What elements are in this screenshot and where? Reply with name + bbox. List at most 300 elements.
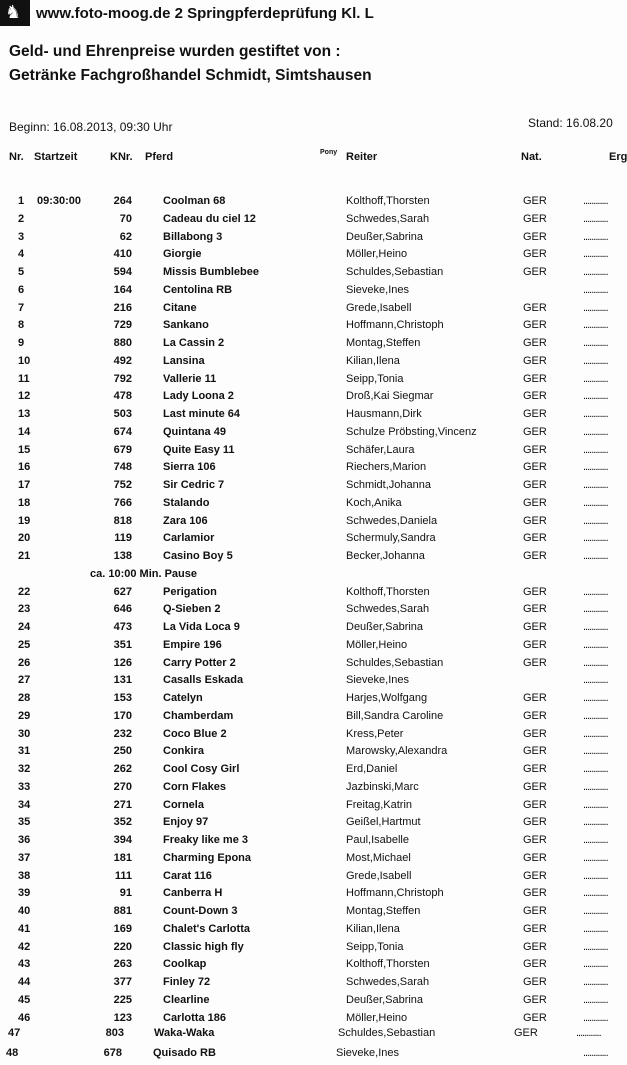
cell-result: ............ — [583, 283, 608, 296]
cell-nr: 23 — [18, 603, 31, 616]
cell-knr: 473 — [113, 621, 132, 633]
cell-nr: 3 — [18, 230, 25, 243]
stand-date: Stand: 16.08.20 — [528, 116, 613, 130]
cell-nr: 18 — [18, 496, 31, 509]
cell-horse: Coolkap — [163, 958, 207, 971]
cell-nat: GER — [523, 834, 547, 846]
cell-rider: Seipp,Tonia — [346, 372, 404, 385]
cell-nat: GER — [523, 1011, 547, 1024]
cell-nat: GER — [523, 780, 547, 793]
cell-knr: 729 — [113, 319, 132, 332]
cell-result: ............ — [583, 354, 608, 367]
cell-nat: GER — [523, 195, 547, 207]
cell-nr: 43 — [18, 958, 31, 971]
cell-rider: Jazbinski,Marc — [346, 780, 419, 793]
cell-result: ............ — [583, 390, 608, 403]
cell-knr: 270 — [113, 780, 132, 793]
table-row — [0, 248, 627, 266]
cell-knr: 123 — [113, 1011, 132, 1024]
cell-nr: 6 — [18, 283, 25, 296]
cell-nr: 34 — [18, 798, 31, 811]
cell-rider: Deußer,Sabrina — [346, 621, 424, 633]
cell-result: ............ — [583, 248, 608, 261]
cell-nr: 47 — [8, 1027, 21, 1039]
cell-knr: 766 — [113, 496, 132, 509]
cell-horse: Sierra 106 — [163, 461, 216, 474]
cell-nat: GER — [523, 354, 547, 367]
cell-result: ............ — [583, 869, 608, 882]
cell-horse: Quite Easy 11 — [163, 443, 235, 456]
cell-nr: 14 — [18, 425, 31, 438]
cell-horse: Lady Loona 2 — [163, 390, 234, 403]
table-row — [0, 923, 627, 941]
table-row — [0, 213, 627, 231]
col-header-nr: Nr. — [9, 151, 24, 163]
table-row — [0, 941, 627, 959]
col-header-pony: Pony — [320, 149, 338, 156]
cell-result: ............ — [576, 1027, 601, 1039]
table-row — [0, 976, 627, 994]
cell-nat: GER — [523, 390, 547, 403]
cell-nr: 19 — [18, 514, 31, 527]
table-row — [0, 231, 627, 249]
cell-knr: 91 — [119, 887, 132, 900]
cell-nr: 20 — [18, 532, 31, 545]
cell-nr: 42 — [18, 940, 31, 953]
cell-horse: Catelyn — [163, 692, 203, 704]
cell-nat: GER — [523, 745, 547, 758]
cell-knr: 138 — [113, 550, 132, 562]
cell-result: ............ — [583, 337, 608, 349]
cell-horse: Classic high fly — [163, 940, 244, 953]
cell-knr: 250 — [113, 745, 132, 758]
cell-knr: 62 — [119, 230, 132, 243]
cell-nat: GER — [523, 443, 547, 456]
cell-nr: 48 — [6, 1047, 19, 1059]
cell-horse: Sir Cedric 7 — [163, 479, 225, 491]
cell-horse: Chamberdam — [163, 709, 234, 722]
cell-rider: Schmidt,Johanna — [346, 479, 431, 491]
cell-nat: GER — [523, 656, 547, 669]
cell-nr: 12 — [18, 390, 31, 403]
cell-rider: Kress,Peter — [346, 727, 404, 740]
cell-nat: GER — [523, 798, 547, 811]
cell-knr: 818 — [113, 514, 132, 527]
cell-rider: Kilian,Ilena — [346, 354, 400, 367]
cell-horse: Quintana 49 — [163, 425, 226, 438]
cell-rider: Möller,Heino — [346, 638, 408, 651]
cell-rider: Freitag,Katrin — [346, 798, 413, 811]
cell-result: ............ — [583, 780, 608, 793]
cell-result: ............ — [583, 905, 608, 917]
cell-result: ............ — [583, 763, 608, 775]
cell-knr: 394 — [113, 834, 132, 846]
table-row — [0, 1047, 627, 1065]
cell-knr: 169 — [113, 922, 132, 935]
cell-rider: Montag,Steffen — [346, 905, 421, 917]
cell-horse: Cool Cosy Girl — [163, 763, 240, 775]
col-header-rider: Reiter — [346, 151, 378, 163]
col-header-horse: Pferd — [145, 151, 174, 163]
table-row — [0, 745, 627, 763]
cell-result: ............ — [583, 798, 608, 811]
cell-nr: 5 — [18, 266, 25, 278]
table-row — [0, 639, 627, 657]
cell-knr: 594 — [113, 266, 132, 278]
cell-knr: 678 — [103, 1047, 122, 1059]
cell-nat: GER — [523, 887, 547, 900]
cell-rider: Grede,Isabell — [346, 301, 412, 314]
cell-rider: Koch,Anika — [346, 496, 402, 509]
cell-nat: GER — [523, 851, 547, 864]
cell-result: ............ — [583, 195, 608, 207]
cell-horse: Carat 116 — [163, 869, 212, 882]
cell-rider: Kolthoff,Thorsten — [346, 958, 430, 971]
table-row — [0, 337, 627, 355]
cell-result: ............ — [583, 372, 608, 385]
cell-knr: 216 — [113, 301, 132, 314]
cell-nat: GER — [523, 638, 547, 651]
cell-result: ............ — [583, 621, 608, 633]
cell-rider: Schwedes,Daniela — [346, 514, 438, 527]
cell-knr: 70 — [119, 212, 132, 225]
cell-rider: Schuldes,Sebastian — [346, 656, 444, 669]
cell-horse: La Cassin 2 — [163, 337, 225, 349]
cell-knr: 220 — [113, 940, 132, 953]
cell-result: ............ — [583, 958, 608, 971]
cell-horse: Enjoy 97 — [163, 816, 209, 829]
cell-nat: GER — [523, 550, 547, 562]
table-row — [0, 195, 627, 213]
cell-nr: 40 — [18, 905, 31, 917]
cell-rider: Kolthoff,Thorsten — [346, 195, 430, 207]
cell-nat: GER — [523, 248, 547, 261]
cell-horse: Lansina — [163, 354, 205, 367]
cell-knr: 170 — [113, 709, 132, 722]
cell-nat: GER — [523, 958, 547, 971]
cell-horse: Centolina RB — [163, 283, 233, 296]
begin-time: Beginn: 16.08.2013, 09:30 Uhr — [9, 120, 173, 134]
cell-horse: Last minute 64 — [163, 408, 241, 420]
table-row — [0, 816, 627, 834]
cell-rider: Harjes,Wolfgang — [346, 692, 428, 704]
table-row — [0, 532, 627, 550]
cell-result: ............ — [583, 585, 608, 598]
cell-horse: Clearline — [163, 993, 210, 1006]
col-header-time: Startzeit — [34, 151, 78, 163]
cell-knr: 164 — [113, 283, 132, 296]
table-row — [0, 674, 627, 692]
cell-result: ............ — [583, 496, 608, 509]
cell-nr: 13 — [18, 408, 31, 420]
cell-knr: 271 — [113, 798, 132, 811]
cell-nr: 37 — [18, 851, 31, 864]
col-header-result: Erg — [609, 151, 627, 163]
cell-knr: 880 — [113, 337, 132, 349]
cell-nr: 31 — [18, 745, 31, 758]
cell-knr: 492 — [113, 354, 132, 367]
cell-knr: 225 — [113, 993, 132, 1006]
cell-rider: Deußer,Sabrina — [346, 993, 424, 1006]
cell-horse: Waka-Waka — [154, 1027, 215, 1039]
cell-nr: 44 — [18, 976, 31, 988]
table-row — [0, 905, 627, 923]
cell-knr: 881 — [113, 905, 132, 917]
table-row — [0, 763, 627, 781]
horse-logo-icon: ♞ — [5, 2, 22, 23]
cell-result: ............ — [583, 940, 608, 953]
sponsor-line-2: Getränke Fachgroßhandel Schmidt, Simtshausen — [9, 67, 372, 84]
cell-nat: GER — [523, 585, 547, 598]
cell-knr: 111 — [114, 869, 132, 882]
table-row — [0, 870, 627, 888]
cell-rider: Hausmann,Dirk — [346, 408, 422, 420]
cell-nr: 32 — [18, 763, 31, 775]
cell-nr: 8 — [18, 319, 25, 332]
table-row — [0, 497, 627, 515]
cell-nr: 33 — [18, 780, 31, 793]
cell-horse: Missis Bumblebee — [163, 266, 259, 278]
cell-rider: Montag,Steffen — [346, 337, 421, 349]
table-row — [0, 728, 627, 746]
cell-result: ............ — [583, 212, 608, 225]
col-header-knr: KNr. — [110, 151, 133, 163]
cell-nat: GER — [523, 496, 547, 509]
table-row — [0, 426, 627, 444]
cell-rider: Geißel,Hartmut — [346, 816, 421, 829]
cell-rider: Möller,Heino — [346, 1011, 408, 1024]
table-row — [0, 355, 627, 373]
table-row — [0, 657, 627, 675]
cell-horse: Coolman 68 — [163, 195, 226, 207]
cell-horse: Chalet's Carlotta — [163, 922, 250, 935]
cell-nat: GER — [523, 372, 547, 385]
cell-nat: GER — [523, 816, 547, 829]
cell-horse: Zara 106 — [163, 514, 208, 527]
cell-knr: 748 — [113, 461, 132, 474]
cell-nr: 10 — [18, 354, 31, 367]
table-row — [0, 994, 627, 1012]
cell-nat: GER — [523, 621, 547, 633]
cell-horse: Carlotta 186 — [163, 1011, 226, 1024]
cell-rider: Deußer,Sabrina — [346, 230, 424, 243]
cell-rider: Sieveke,Ines — [346, 283, 409, 296]
cell-nr: 9 — [18, 337, 25, 349]
cell-horse: Vallerie 11 — [163, 372, 217, 385]
table-row — [0, 550, 627, 568]
cell-rider: Schuldes,Sebastian — [346, 266, 444, 278]
cell-result: ............ — [583, 532, 608, 545]
cell-result: ............ — [583, 603, 608, 616]
cell-nat: GER — [523, 319, 547, 332]
cell-knr: 377 — [113, 976, 132, 988]
cell-nat: GER — [523, 514, 547, 527]
cell-knr: 264 — [113, 195, 132, 207]
cell-result: ............ — [583, 443, 608, 456]
cell-nat: GER — [523, 940, 547, 953]
cell-nat: GER — [523, 905, 547, 917]
cell-rider: Becker,Johanna — [346, 550, 425, 562]
cell-rider: Schwedes,Sarah — [346, 212, 430, 225]
cell-horse: Citane — [163, 301, 197, 314]
cell-result: ............ — [583, 993, 608, 1006]
cell-nat: GER — [523, 408, 547, 420]
table-row — [0, 852, 627, 870]
table-row — [0, 1027, 627, 1045]
cell-result: ............ — [583, 301, 608, 314]
cell-nat: GER — [523, 763, 547, 775]
cell-result: ............ — [583, 514, 608, 527]
horse-logo — [0, 0, 30, 26]
cell-nat: GER — [523, 479, 547, 491]
cell-result: ............ — [583, 550, 608, 562]
cell-horse: Q-Sieben 2 — [163, 603, 221, 616]
cell-result: ............ — [583, 266, 608, 278]
cell-horse: La Vida Loca 9 — [163, 621, 240, 633]
cell-nr: 38 — [18, 869, 31, 882]
cell-rider: Seipp,Tonia — [346, 940, 404, 953]
cell-nr: 27 — [18, 674, 31, 687]
cell-horse: Freaky like me 3 — [163, 834, 249, 846]
cell-nat: GER — [523, 337, 547, 349]
cell-knr: 627 — [113, 585, 132, 598]
cell-rider: Riechers,Marion — [346, 461, 427, 474]
cell-result: ............ — [583, 834, 608, 846]
cell-nr: 1 — [18, 195, 25, 207]
cell-nr: 45 — [18, 993, 31, 1006]
table-row — [0, 408, 627, 426]
col-header-nat: Nat. — [521, 151, 542, 163]
cell-rider: Schuldes,Sebastian — [338, 1027, 436, 1039]
cell-result: ............ — [583, 709, 608, 722]
cell-result: ............ — [583, 656, 608, 669]
cell-knr: 131 — [113, 674, 132, 687]
cell-rider: Marowsky,Alexandra — [346, 745, 448, 758]
cell-rider: Möller,Heino — [346, 248, 408, 261]
cell-knr: 119 — [114, 532, 132, 545]
cell-nr: 24 — [18, 621, 31, 633]
table-row — [0, 461, 627, 479]
cell-nr: 4 — [18, 248, 25, 261]
cell-result: ............ — [583, 745, 608, 758]
cell-knr: 181 — [113, 851, 132, 864]
table-row — [0, 302, 627, 320]
table-row — [0, 373, 627, 391]
cell-rider: Hoffmann,Christoph — [346, 887, 444, 900]
cell-nat: GER — [523, 230, 547, 243]
cell-result: ............ — [583, 319, 608, 332]
cell-nr: 15 — [18, 443, 31, 456]
cell-horse: Casino Boy 5 — [163, 550, 233, 562]
cell-nr: 11 — [18, 372, 30, 385]
cell-nat: GER — [523, 922, 547, 935]
cell-horse: Finley 72 — [163, 976, 211, 988]
cell-horse: Charming Epona — [163, 851, 252, 864]
cell-nr: 41 — [18, 922, 31, 935]
cell-nr: 2 — [18, 212, 25, 225]
cell-result: ............ — [583, 1011, 608, 1024]
cell-knr: 646 — [113, 603, 132, 616]
cell-horse: Stalando — [163, 496, 210, 509]
table-row — [0, 284, 627, 302]
cell-nr: 25 — [18, 638, 31, 651]
cell-rider: Droß,Kai Siegmar — [346, 390, 434, 403]
cell-nr: 16 — [18, 461, 31, 474]
table-row — [0, 834, 627, 852]
cell-result: ............ — [583, 816, 608, 829]
pause-note: ca. 10:00 Min. Pause — [90, 567, 197, 580]
cell-knr: 351 — [113, 638, 132, 651]
cell-horse: Canberra H — [163, 887, 223, 900]
cell-rider: Kolthoff,Thorsten — [346, 585, 430, 598]
cell-result: ............ — [583, 674, 608, 687]
cell-knr: 126 — [113, 656, 132, 669]
cell-horse: Conkira — [163, 745, 204, 758]
table-row — [0, 799, 627, 817]
table-row — [0, 586, 627, 604]
table-row — [0, 319, 627, 337]
cell-result: ............ — [583, 727, 608, 740]
cell-knr: 503 — [113, 408, 132, 420]
cell-nr: 17 — [18, 479, 31, 491]
cell-nr: 7 — [18, 301, 25, 314]
cell-knr: 232 — [113, 727, 132, 740]
table-row — [0, 710, 627, 728]
table-row — [0, 515, 627, 533]
cell-rider: Schulze Pröbsting,Vincenz — [346, 425, 477, 438]
cell-result: ............ — [583, 230, 608, 243]
cell-horse: Coco Blue 2 — [163, 727, 227, 740]
cell-nat: GER — [514, 1027, 538, 1039]
cell-nat: GER — [523, 266, 547, 278]
cell-nr: 36 — [18, 834, 31, 846]
cell-rider: Grede,Isabell — [346, 869, 412, 882]
cell-horse: Corn Flakes — [163, 780, 226, 793]
cell-nr: 26 — [18, 656, 31, 669]
cell-result: ............ — [583, 461, 608, 474]
table-row — [0, 692, 627, 710]
cell-rider: Schermuly,Sandra — [346, 532, 436, 545]
table-row — [0, 621, 627, 639]
cell-result: ............ — [583, 692, 608, 704]
cell-nat: GER — [523, 727, 547, 740]
cell-rider: Erd,Daniel — [346, 763, 398, 775]
cell-horse: Quisado RB — [153, 1047, 216, 1059]
cell-rider: Sieveke,Ines — [346, 674, 409, 687]
cell-result: ............ — [583, 922, 608, 935]
cell-nat: GER — [523, 212, 547, 225]
cell-rider: Hoffmann,Christoph — [346, 319, 444, 332]
table-row — [0, 603, 627, 621]
cell-start-time: 09:30:00 — [37, 195, 82, 207]
cell-result: ............ — [583, 1047, 608, 1059]
cell-knr: 153 — [113, 692, 132, 704]
cell-nat: GER — [523, 993, 547, 1006]
cell-nat: GER — [523, 976, 547, 988]
cell-nr: 35 — [18, 816, 31, 829]
cell-knr: 263 — [113, 958, 132, 971]
cell-knr: 674 — [113, 425, 132, 438]
cell-horse: Cornela — [163, 798, 204, 811]
cell-knr: 752 — [113, 479, 132, 491]
table-row — [0, 444, 627, 462]
cell-knr: 478 — [113, 390, 132, 403]
cell-horse: Perigation — [163, 585, 217, 598]
sponsor-line-1: Geld- und Ehrenpreise wurden gestiftet von : — [9, 43, 341, 60]
cell-knr: 352 — [113, 816, 132, 829]
cell-rider: Schwedes,Sarah — [346, 603, 430, 616]
cell-knr: 262 — [113, 763, 132, 775]
